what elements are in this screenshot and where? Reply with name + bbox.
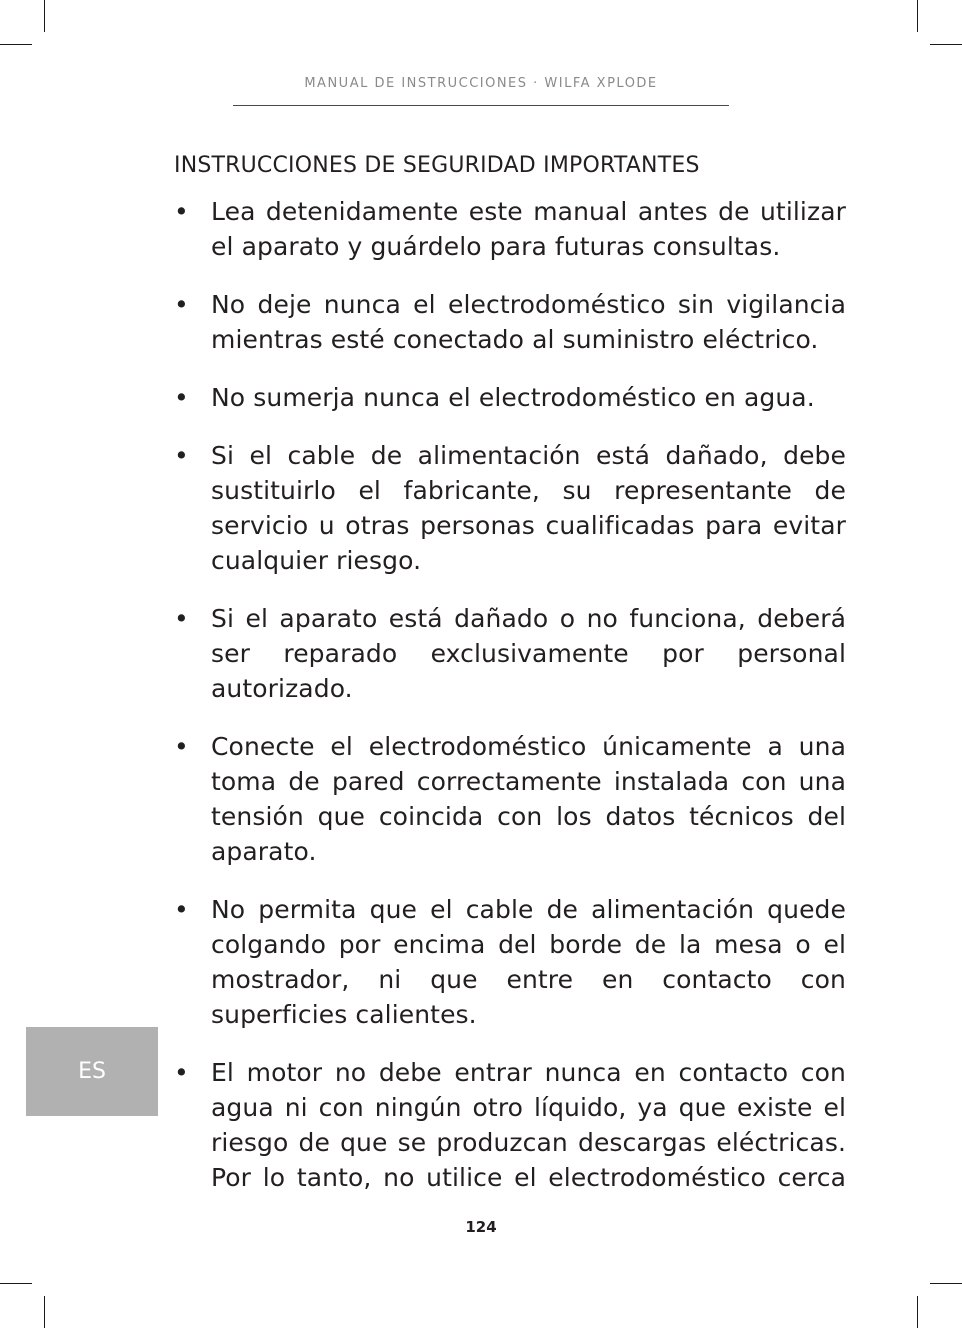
list-item-text: Conecte el electrodoméstico únicamente a una toma de pared correctamente instalada con una tensión que coincida con los datos técnicos del aparato. <box>211 732 846 866</box>
list-item <box>174 194 846 264</box>
crop-mark-top-right-horizontal <box>930 44 962 45</box>
list-item-text: El motor no debe entrar nunca en contacto con agua ni con ningún otro líquido, ya que existe el riesgo de que se produzcan descargas eléctricas. Por lo tanto, no utilice el electrodoméstico cerca <box>211 1058 846 1192</box>
crop-mark-bottom-left-vertical <box>44 1296 45 1328</box>
list-item-text: No permita que el cable de alimentación quede colgando por encima del borde de la mesa o el mostrador, ni que entre en contacto con superficies calientes. <box>211 895 846 1029</box>
bullet-icon: • <box>174 197 189 226</box>
bullet-icon: • <box>174 383 189 412</box>
list-item <box>174 438 846 578</box>
bullet-icon: • <box>174 604 189 633</box>
crop-mark-bottom-left-horizontal <box>0 1283 32 1284</box>
list-item-text: No sumerja nunca el electrodoméstico en agua. <box>211 383 815 412</box>
bullet-icon: • <box>174 895 189 924</box>
language-tab <box>26 1027 158 1116</box>
header-rule <box>233 105 729 106</box>
list-item <box>174 1055 846 1195</box>
safety-instructions-list <box>174 194 846 1218</box>
crop-mark-top-right-vertical <box>917 0 918 32</box>
list-item <box>174 380 846 415</box>
language-tab-label: ES <box>78 1059 106 1084</box>
crop-mark-bottom-right-vertical <box>917 1296 918 1328</box>
list-item <box>174 287 846 357</box>
section-title: INSTRUCCIONES DE SEGURIDAD IMPORTANTES <box>174 153 700 178</box>
list-item <box>174 892 846 1032</box>
crop-mark-bottom-right-horizontal <box>930 1283 962 1284</box>
running-header: MANUAL DE INSTRUCCIONES · WILFA XPLODE <box>304 76 658 91</box>
bullet-icon: • <box>174 1058 189 1087</box>
bullet-icon: • <box>174 441 189 470</box>
crop-mark-top-left-horizontal <box>0 44 32 45</box>
list-item-text: Si el aparato está dañado o no funciona, deberá ser reparado exclusivamente por personal autorizado. <box>211 604 846 703</box>
list-item <box>174 601 846 706</box>
page-number: 124 <box>465 1218 497 1236</box>
list-item-text: No deje nunca el electrodoméstico sin vigilancia mientras esté conectado al suministro eléctrico. <box>211 290 846 354</box>
bullet-icon: • <box>174 732 189 761</box>
list-item-text: Si el cable de alimentación está dañado, debe sustituirlo el fabricante, su representante de servicio u otras personas cualificadas para evitar cualquier riesgo. <box>211 441 846 575</box>
list-item <box>174 729 846 869</box>
list-item-text: Lea detenidamente este manual antes de utilizar el aparato y guárdelo para futuras consultas. <box>211 197 846 261</box>
crop-mark-top-left-vertical <box>44 0 45 32</box>
bullet-icon: • <box>174 290 189 319</box>
